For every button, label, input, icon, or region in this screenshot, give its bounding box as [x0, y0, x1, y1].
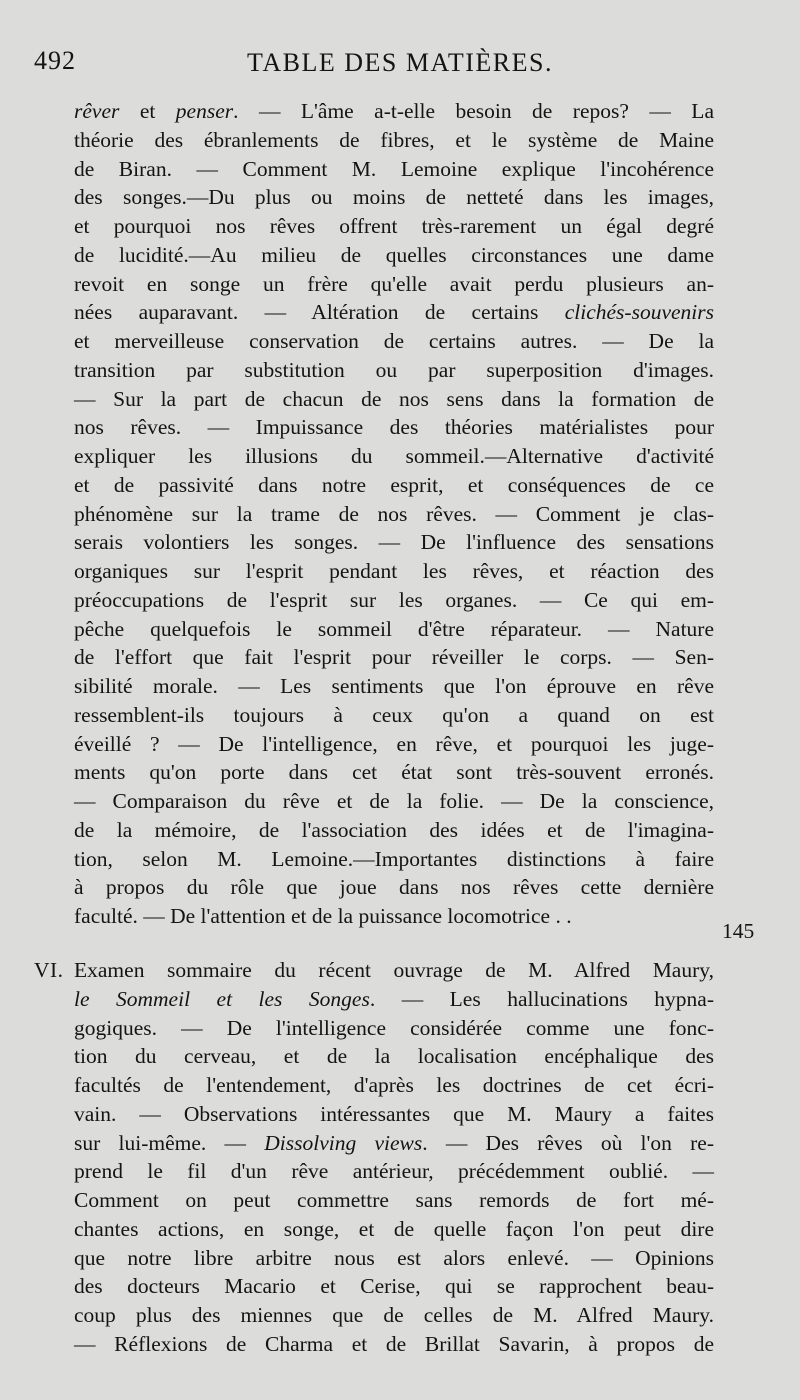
- text-line: et pourquoi nos rêves offrent très-rarement un égal degré: [74, 214, 714, 238]
- text-line: sibilité morale. — Les sentiments que l'on éprouve en rêve: [74, 674, 714, 698]
- text-line: de l'effort que fait l'esprit pour réveiller le corps. — Sen-: [74, 645, 714, 670]
- text-line: que notre libre arbitre nous est alors enlevé. — Opinions: [74, 1245, 714, 1270]
- text-line: tion du cerveau, et de la localisation encéphalique des: [74, 1044, 714, 1069]
- text-line: de lucidité.—Au milieu de quelles circonstances une dame: [74, 242, 714, 267]
- page-number: 492: [34, 46, 76, 75]
- text-line: des docteurs Macario et Cerise, qui se rapprochent beau-: [74, 1274, 714, 1299]
- text-line: à propos du rôle que joue dans nos rêves cette dernière: [74, 875, 714, 900]
- text-line: sur lui-même. — Dissolving views. — Des rêves où l'on re-: [74, 1130, 714, 1155]
- page-reference: 145: [722, 919, 755, 943]
- section-number: VI.: [34, 958, 64, 982]
- text-line: ressemblent-ils toujours à ceux qu'on a quand on est: [74, 702, 714, 727]
- text-line: serais volontiers les songes. — De l'influence des sensations: [74, 530, 714, 555]
- page-header: [0, 44, 800, 84]
- text-line: facultés de l'entendement, d'après les doctrines de cet écri-: [74, 1073, 714, 1097]
- text-line: et de passivité dans notre esprit, et conséquences de ce: [74, 472, 714, 497]
- text-line: éveillé ? — De l'intelligence, en rêve, et pourquoi les juge-: [74, 731, 714, 756]
- text-line: le Sommeil et les Songes. — Les hallucinations hypna-: [74, 986, 715, 1011]
- text-line: vain. — Observations intéressantes que M. Maury a faites: [74, 1101, 714, 1126]
- text-line: revoit en songe un frère qu'elle avait perdu plusieurs an-: [74, 271, 714, 296]
- section-v-continued: [74, 97, 714, 931]
- text-line: organiques sur l'esprit pendant les rêves, et réaction des: [74, 559, 714, 583]
- text-line: nées auparavant. — Altération de certains clichés-souvenirs: [74, 300, 714, 325]
- text-line: des songes.—Du plus ou moins de netteté dans les images,: [74, 185, 714, 210]
- text-line: Examen sommaire du récent ouvrage de M. Alfred Maury,: [74, 958, 714, 982]
- text-line: coup plus des miennes que de celles de M. Alfred Maury.: [74, 1303, 714, 1327]
- text-line: — Réflexions de Charma et de Brillat Savarin, à propos de: [74, 1331, 714, 1356]
- section-vi: [74, 956, 714, 1359]
- text-line: chantes actions, en songe, et de quelle façon l'on peut dire: [74, 1216, 714, 1241]
- text-line: Comment on peut commettre sans remords de fort mé-: [74, 1188, 714, 1212]
- text-line: théorie des ébranlements de fibres, et le système de Maine: [74, 127, 714, 152]
- text-line: gogiques. — De l'intelligence considérée comme une fonc-: [74, 1015, 714, 1040]
- text-line: faculté. — De l'attention et de la puissance locomotrice . .: [74, 904, 572, 928]
- text-line: prend le fil d'un rêve antérieur, précédemment oublié. —: [74, 1159, 714, 1184]
- text-line: nos rêves. — Impuissance des théories matérialistes pour: [74, 415, 714, 440]
- text-line: rêver et penser. — L'âme a-t-elle besoin de repos? — La: [74, 99, 714, 123]
- text-line: préoccupations de l'esprit sur les organes. — Ce qui em-: [74, 587, 714, 612]
- text-line: — Sur la part de chacun de nos sens dans la formation de: [74, 386, 714, 411]
- text-line: transition par substitution ou par superposition d'images.: [74, 357, 714, 382]
- text-line: de Biran. — Comment M. Lemoine explique l'incohérence: [74, 156, 714, 181]
- text-line: et merveilleuse conservation de certains autres. — De la: [74, 329, 714, 353]
- text-line: tion, selon M. Lemoine.—Importantes distinctions à faire: [74, 846, 714, 871]
- text-line: de la mémoire, de l'association des idées et de l'imagina-: [74, 817, 714, 842]
- text-line: ments qu'on porte dans cet état sont très-souvent erronés.: [74, 760, 714, 785]
- text-line: expliquer les illusions du sommeil.—Alternative d'activité: [74, 444, 714, 468]
- text-line: phénomène sur la trame de nos rêves. — Comment je clas-: [74, 501, 714, 526]
- running-title: TABLE DES MATIÈRES.: [247, 48, 553, 77]
- text-line: pêche quelquefois le sommeil d'être réparateur. — Nature: [74, 616, 714, 641]
- text-line: — Comparaison du rêve et de la folie. — De la conscience,: [74, 789, 714, 813]
